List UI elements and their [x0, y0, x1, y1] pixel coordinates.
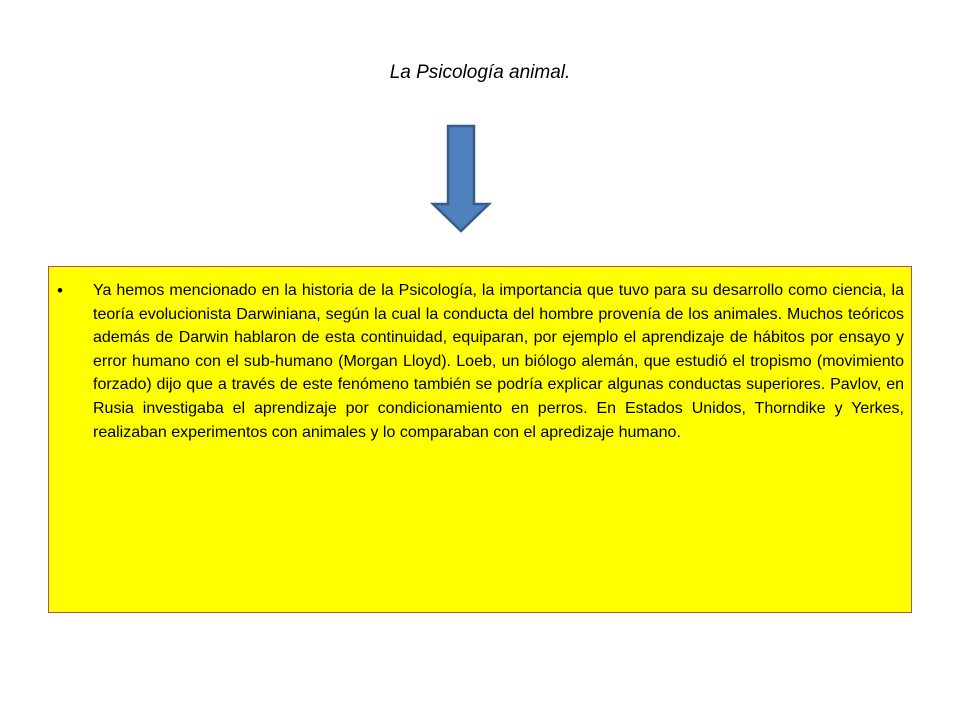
bullet-dot: • — [57, 281, 63, 300]
content-box — [48, 266, 912, 613]
down-arrow-icon — [430, 124, 492, 234]
bullet-text: Ya hemos mencionado en la historia de la Psicología, la importancia que tuvo para su desarrollo como ciencia, la teoría evolucionista Darwiniana, según la cual la conducta del hombre provenía de los animales. Muchos teóricos además de Darwin hablaron de esta continuidad, equiparan, por ejemplo el aprendizaje de hábitos por ensayo y error humano con el sub-humano (Morgan Lloyd). Loeb, un biólogo alemán, que estudió el tropismo (movimiento forzado) dijo que a través de este fenómeno también se podría explicar algunas conductas superiores. Pavlov, en Rusia investigaba el aprendizaje por condicionamiento en perros. En Estados Unidos, Thorndike y Yerkes, realizaban experimentos con animales y lo comparaban con el apredizaje humano. — [93, 282, 904, 441]
slide-title: La Psicología animal. — [389, 62, 571, 83]
